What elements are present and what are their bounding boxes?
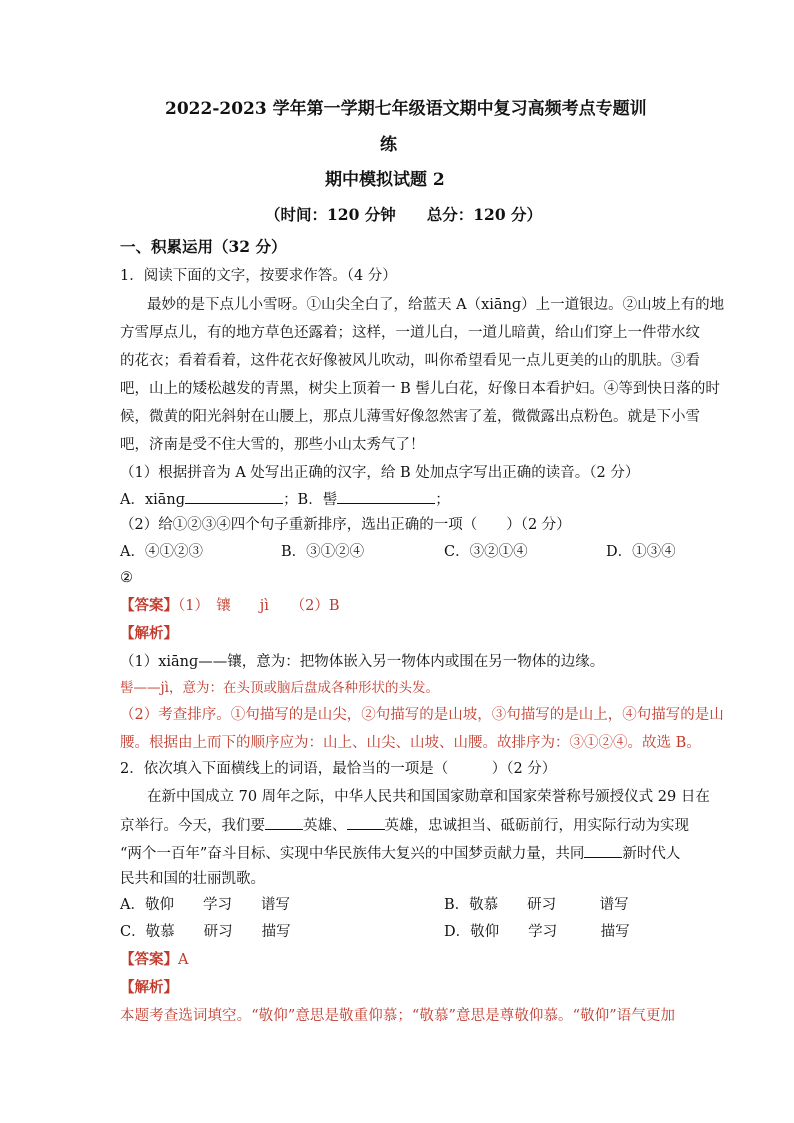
q1-passage-line: 的花衣；看着看着，这件花衣好像被风儿吹动，叫你希望看见一点儿更美的山的肌肤。③看 <box>120 353 700 369</box>
q1-sub2: （2）给①②③④四个句子重新排序，选出正确的一项（ ）（2 分） <box>120 517 571 533</box>
doc-title-line-2: 练 <box>380 135 397 155</box>
q1-prompt: 1．阅读下面的文字，按要求作答。（4 分） <box>120 268 397 284</box>
q1-analysis-line: （2）考查排序。①句描写的是山尖，②句描写的是山坡，③句描写的是山上，④句描写的是山 <box>120 707 724 723</box>
time-info: （时间：120 分钟 总分：120 分） <box>265 205 543 224</box>
q1-passage-line: 候，微黄的阳光斜射在山腰上，那点儿薄雪好像忽然害了羞，微微露出点粉色。就是下小雪 <box>120 409 700 425</box>
answer-label: 【答案】 <box>120 951 178 968</box>
doc-subtitle: 期中模拟试题 2 <box>325 170 445 190</box>
passage-text: 英雄，忠诚担当、砥砺前行，用实际行动为实现 <box>384 818 689 834</box>
q1-option-b[interactable]: B．③①②④ <box>281 544 365 560</box>
q1-option-c[interactable]: C．③②①④ <box>444 544 528 560</box>
section-heading: 一、积累运用（32 分） <box>120 237 287 256</box>
q1-analysis-line: 髻——jì，意为：在头顶或脑后盘成各种形状的头发。 <box>120 680 440 696</box>
q1-answer <box>120 596 340 616</box>
blank-1[interactable] <box>265 815 303 830</box>
blank-a[interactable] <box>185 489 283 504</box>
q1-option-a[interactable]: A．④①②③ <box>120 544 203 560</box>
q1-passage-line: 方雪厚点儿，有的地方草色还露着；这样，一道儿白，一道儿暗黄，给山们穿上一件带水纹 <box>120 325 700 341</box>
q1-sub1: （1）根据拼音为 A 处写出正确的汉字，给 B 处加点字写出正确的读音。（2 分） <box>120 465 640 481</box>
blank-a-label: A．xiānɡ <box>120 492 186 508</box>
answer-text: A <box>178 952 189 968</box>
q1-analysis-label: 【解析】 <box>120 625 178 642</box>
q2-option-d[interactable]: D．敬仰 学习 描写 <box>444 924 630 940</box>
blank-2[interactable] <box>347 815 385 830</box>
blank-3[interactable] <box>584 843 622 858</box>
answer-text: （1） 镶 jì （2）B <box>178 598 340 614</box>
q1-passage-line: 吧，济南是受不住大雪的，那些小山太秀气了！ <box>120 437 425 453</box>
passage-text: “两个一百年”奋斗目标、实现中华民族伟大复兴的中国梦贡献力量，共同 <box>120 846 585 862</box>
passage-text: 京举行。今天，我们要 <box>120 818 265 834</box>
q1-analysis-line: 腰。根据由上而下的顺序应为：山上、山尖、山坡、山腰。故排序为：③①②④。故选 B。 <box>120 735 701 751</box>
q2-analysis-line: 本题考查选词填空。“敬仰”意思是敬重仰慕；“敬慕”意思是尊敬仰慕。“敬仰”语气更加 <box>120 1008 675 1024</box>
q1-passage-line: 最妙的是下点儿小雪呀。①山尖全白了，给蓝天 A（xiānɡ）上一道银边。②山坡上有的地 <box>147 297 725 313</box>
blank-b[interactable] <box>337 489 435 504</box>
q2-analysis-label: 【解析】 <box>120 979 178 996</box>
passage-text: 新时代人 <box>622 846 681 862</box>
q2-passage-line <box>120 843 680 864</box>
answer-label: 【答案】 <box>120 597 178 614</box>
q2-passage-line: 民共和国的壮丽凯歌。 <box>120 871 265 887</box>
q1-passage-line: 吧，山上的矮松越发的青黑，树尖上顶着一 B 髻儿白花，好像日本看护妇。④等到快日落的时 <box>120 381 720 397</box>
doc-title-line-1: 2022-2023 学年第一学期七年级语文期中复习高频考点专题训 <box>165 99 647 119</box>
blank-end: ； <box>435 492 450 508</box>
q1-option-d-wrap: ② <box>120 570 133 586</box>
blank-b-label: ；B．髻 <box>283 492 338 508</box>
q2-prompt: 2．依次填入下面横线上的词语，最恰当的一项是（ ）（2 分） <box>120 761 557 777</box>
passage-text: 英雄、 <box>303 818 347 834</box>
q1-analysis-line: （1）xiānɡ——镶，意为：把物体嵌入另一物体内或围在另一物体的边缘。 <box>120 654 605 670</box>
q1-option-d[interactable]: D．①③④ <box>606 544 676 560</box>
q2-option-c[interactable]: C．敬慕 研习 描写 <box>120 924 291 940</box>
q2-passage-line <box>120 815 689 836</box>
q2-option-b[interactable]: B．敬慕 研习 谱写 <box>444 897 629 913</box>
q2-answer <box>120 950 188 970</box>
q1-sub1-blanks <box>120 489 450 510</box>
q2-passage-line: 在新中国成立 70 周年之际，中华人民共和国国家勋章和国家荣誉称号颁授仪式 29 日在 <box>147 789 710 805</box>
q2-option-a[interactable]: A．敬仰 学习 谱写 <box>120 897 290 913</box>
